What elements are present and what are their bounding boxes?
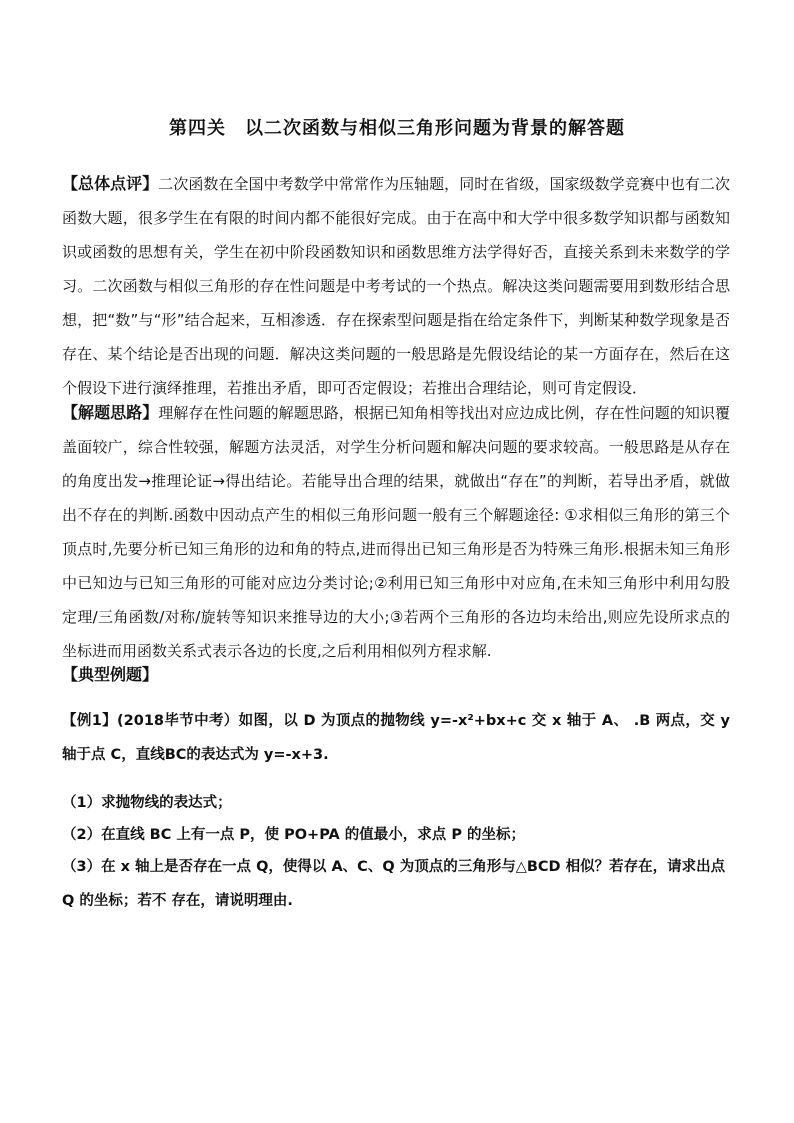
overview-section xyxy=(62,167,730,405)
example1-intro: 【例1】(2018毕节中考）如图，以 D 为顶点的抛物线 y=-x²+bx+c 交 x 轴于 A、 .B 两点，交 y 轴于点 C，直线BC的表达式为 y=-x+3. xyxy=(62,713,730,763)
approach-text: 理解存在性问题的解题思路，根据已知角相等找出对应边成比例，存在性问题的知识覆盖面较广，综合性较强，解题方法灵活，对学生分析问题和解决问题的要求较高。一般思路是从存在的角度出发→推理论证→得出结论。若能导出合理的结果，就做出“存在”的判断，若导出矛盾，就做出不存在的判断.函数中因动点产生的相似三角形问题一般有三个解题途径: ①求相似三角形的第三个顶点时,先要分析已知三角形的边和角的特点,进而得出已知三角形是否为特殊三角形.根据未知三角形中已知边与已知三角形的可能对应边分类讨论;②利用已知三角形中对应角,在未知三角形中利用勾股定理/三角函数/对称/旋转等知识来推导边的大小;③若两个三角形的各边均未给出,则应先设所求点的坐标进而用函数关系式表示各边的长度,之后利用相似列方程求解. xyxy=(62,404,730,660)
example1-question-3: （3）在 x 轴上是否存在一点 Q，使得以 A、C、Q 为顶点的三角形与△BCD 相似？若存在，请求出点 Q 的坐标；若不 存在，请说明理由. xyxy=(62,859,726,909)
overview-text: 二次函数在全国中考数学中常常作为压轴题，同时在省级，国家级数学竞赛中也有二次函数大题，很多学生在有限的时间内都不能很好完成。由于在高中和大学中很多数学知识都与函数知识或函数的思想有关，学生在初中阶段函数知识和函数思维方法学得好否，直接关系到未来数学的学习。二次函数与相似三角形的存在性问题是中考考试的一个热点。解决这类问题需要用到数形结合思想，把“数”与“形”结合起来，互相渗透．存在探索型问题是指在给定条件下，判断某种数学现象是否存在、某个结论是否出现的问题．解决这类问题的一般思路是先假设结论的某一方面存在，然后在这个假设下进行演绎推理，若推出矛盾，即可否定假设；若推出合理结论，则可肯定假设． xyxy=(62,175,730,397)
example1-question-1: （1）求抛物线的表达式； xyxy=(62,795,232,811)
approach-section xyxy=(62,396,730,668)
approach-label: 【解题思路】 xyxy=(62,403,159,422)
overview-label: 【总体点评】 xyxy=(62,174,159,193)
page-title: 第四关 以二次函数与相似三角形问题为背景的解答题 xyxy=(169,118,625,139)
example1-question-2: （2）在直线 BC 上有一点 P，使 PO+PA 的值最小，求点 P 的坐标； xyxy=(62,827,525,843)
examples-heading: 【典型例题】 xyxy=(62,665,159,684)
